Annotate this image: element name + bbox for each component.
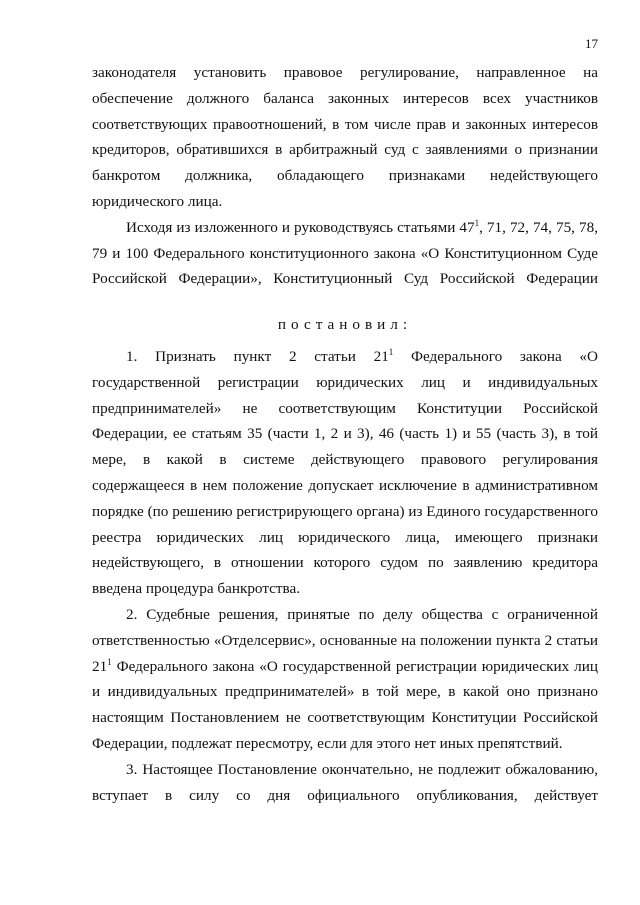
superscript-article-index: 1 xyxy=(388,346,394,357)
paragraph-text: законодателя установить правовое регулирование, направленное на обеспечение должного баланса законных интересов всех участников соответствующих правоотношений, в том числе прав и законных интересов кредиторов, обратившихся в арбитражный суд с заявлениями о признании банкротом должника, обладающего признаками недействующего юридического лица. xyxy=(92,64,598,210)
page-number: 17 xyxy=(585,36,598,51)
item-2-text-start: 2. Судебные решения, принятые по делу общества с ограниченной ответственностью «Отделсервис», основанные на положении пункта 2 статьи 21 xyxy=(92,605,598,675)
decision-item-2 xyxy=(92,602,598,757)
paragraph-preamble xyxy=(92,215,598,292)
decision-heading: постановил: xyxy=(277,316,413,334)
decision-item-3 xyxy=(92,757,598,809)
item-1-text-start: 1. Признать пункт 2 статьи 21 xyxy=(126,347,389,365)
preamble-text-start: Исходя из изложенного и руководствуясь статьями 47 xyxy=(126,218,475,236)
superscript-article-index: 1 xyxy=(474,217,480,228)
preamble-text-end: , 71, 72, 74, 75, 78, 79 и 100 Федерального конституционного закона «О Конституционном Суде Российской Федерации», Конституционный Суд Российской Федерации xyxy=(92,218,599,288)
superscript-article-index: 1 xyxy=(107,656,112,667)
item-3-text: 3. Настоящее Постановление окончательно, не подлежит обжалованию, вступает в силу со дня официального опубликования, действует xyxy=(92,760,598,804)
decision-item-1 xyxy=(92,344,598,602)
item-1-text-end: Федерального закона «О государственной регистрации юридических лиц и индивидуальных предпринимателей» не соответствующим Конституции Российской Федерации, ее статьям 35 (части 1, 2 и 3), 46 (часть 1) и 55 (часть 3), в той мере, в какой в системе действующего правового регулирования содержащееся в нем положение допускает исключение в административном порядке (по решению регистрирующего органа) из Единого государственного реестра юридических лиц юридического лица, имеющего признаки недействующего, в отношении которого судом по заявлению кредитора введена процедура банкротства. xyxy=(92,347,598,598)
document-body xyxy=(92,60,598,808)
item-2-text-end: Федерального закона «О государственной регистрации юридических лиц и индивидуальных предпринимателей» в той мере, в какой оно признано настоящим Постановлением не соответствующим Конституции Российской Федерации, подлежат пересмотру, если для этого нет иных препятствий. xyxy=(92,657,598,752)
paragraph-continuation xyxy=(92,60,598,215)
